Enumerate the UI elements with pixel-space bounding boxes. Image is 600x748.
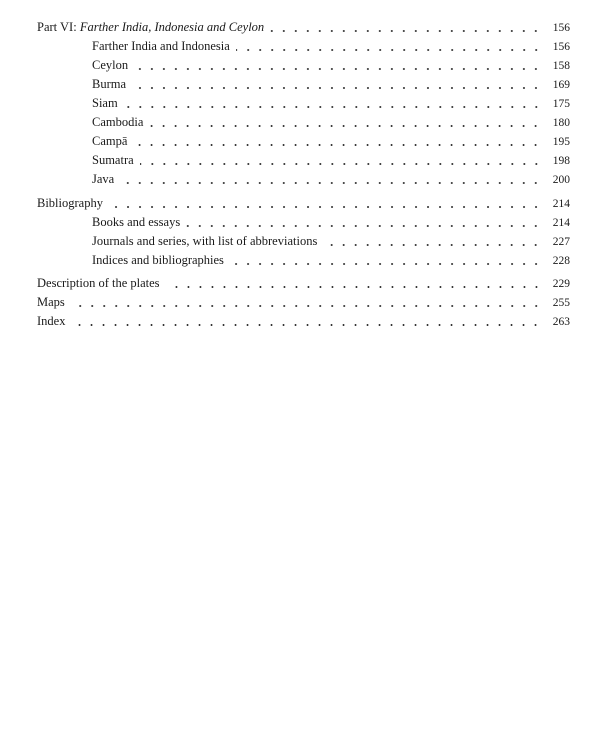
dot-leader [120,181,542,185]
dot-leader [270,29,542,33]
entry-label: Ceylon [92,58,129,72]
toc-entry [92,153,570,169]
entry-label: Java [92,172,115,186]
toc-entry [92,215,570,231]
page-number: 227 [552,236,570,248]
entry-label: Indices and bibliographies [92,253,224,267]
entry-label: Books and essays [92,215,181,229]
dot-leader [124,105,542,109]
toc-entry-part-vi [37,20,570,36]
part-prefix: Part VI: [37,20,77,34]
page-number: 214 [552,198,570,210]
entry-label: Campā [92,134,128,148]
page-number: 158 [552,60,570,72]
dot-leader [71,323,542,327]
dot-leader [132,86,542,90]
toc-entry-bibliography [37,196,570,212]
dot-leader [134,67,542,71]
entry-label: Bibliography [37,196,103,210]
toc-entry [92,39,570,55]
toc-entry [92,77,570,93]
page-number: 180 [552,117,570,129]
page-number: 255 [552,297,570,309]
entry-label: Burma [92,77,127,91]
entry-label: Farther India and Indonesia [92,39,230,53]
dot-leader [133,143,542,147]
page-number: 198 [552,155,570,167]
page-number: 229 [552,278,570,290]
dot-leader [166,285,542,289]
page-number: 214 [552,217,570,229]
dot-leader [140,162,542,166]
entry-label: Index [37,314,66,328]
toc-entry [92,115,570,131]
page-number: 156 [552,22,570,34]
toc-entry [92,253,570,269]
page-number: 169 [552,79,570,91]
toc-entry [92,172,570,188]
page-number: 228 [552,255,570,267]
page-number: 156 [552,41,570,53]
page-number: 263 [552,316,570,328]
toc-entry [92,234,570,250]
dot-leader [109,205,542,209]
page-number: 200 [552,174,570,186]
entry-label: Siam [92,96,118,110]
toc-entry [92,58,570,74]
toc-entry [92,134,570,150]
toc-entry-index [37,314,570,330]
entry-label: Sumatra [92,153,134,167]
toc-entry-maps [37,295,570,311]
page-number: 175 [552,98,570,110]
entry-label: Description of the plates [37,276,160,290]
entry-label: Journals and series, with list of abbreviations [92,234,318,248]
dot-leader [236,48,542,52]
entry-label: Cambodia [92,115,144,129]
part-title: Farther India, Indonesia and Ceylon [79,20,265,34]
toc-entry [92,96,570,112]
toc-entry-plates [37,276,570,292]
dot-leader [71,304,542,308]
dot-leader [186,224,542,228]
entry-label: Maps [37,295,65,309]
dot-leader [149,124,542,128]
dot-leader [230,262,542,266]
dot-leader [323,243,542,247]
page-number: 195 [552,136,570,148]
